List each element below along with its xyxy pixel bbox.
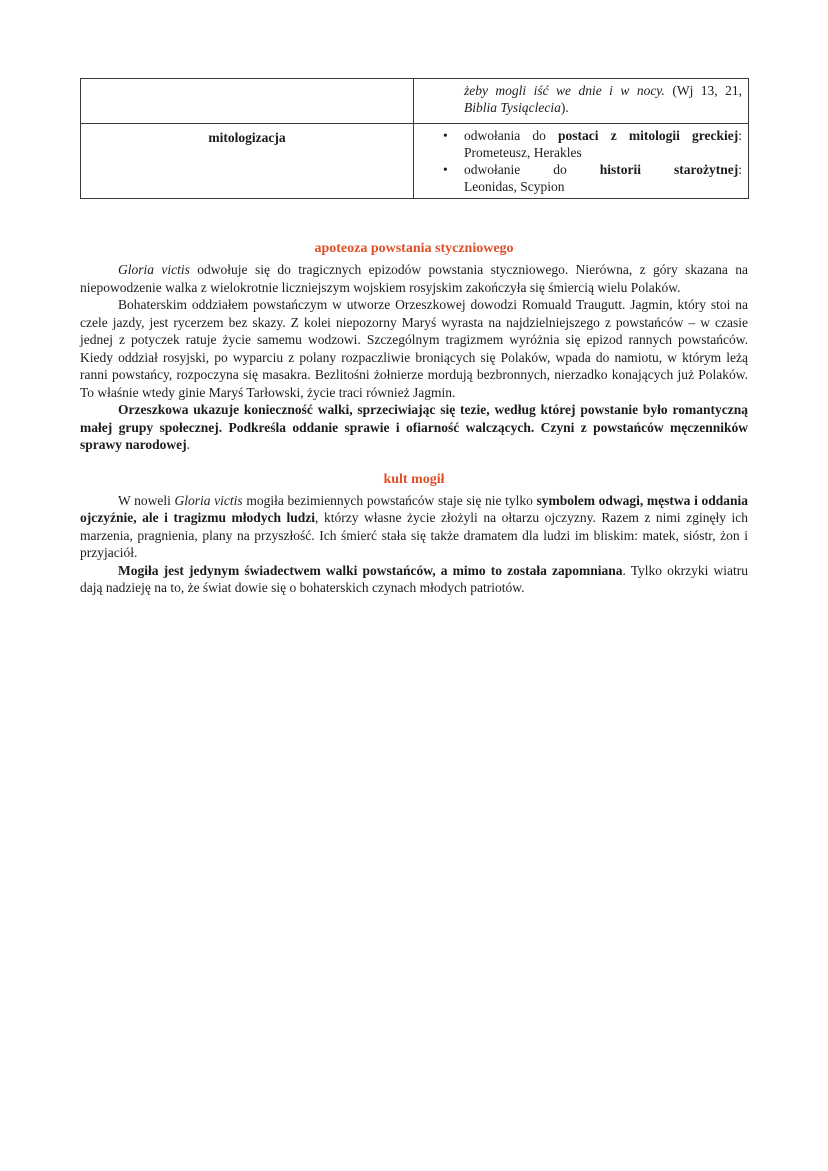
table-row [81,124,749,199]
text-run: Biblia Tysiąclecia [464,100,561,115]
text-run: Mogiła jest jedynym świadectwem walki powstańców, a mimo to została zapomniana [118,562,623,578]
text-run: historii starożytnej [599,162,739,177]
text-run: Gloria victis [118,262,190,277]
text-run: mogiła bezimiennych powstańców staje się nie tylko [242,492,537,508]
text-run: odwołania do [464,128,559,143]
table-content-cell-bullets [414,124,749,199]
quote-line [414,99,742,116]
text-run: symbolem odwagi, męstwa i oddania ojczyźnie, ale i tragizmu młodych ludzi [80,492,748,525]
text-run: Bohaterskim oddziałem powstańczym w utworze Orzeszkowej dowodzi Romuald Traugutt. Jagmin, który stoi na czele jazdy, jest rycerzem bez skazy. Z kolei niepozorny Maryś wyrasta na najdzielniejszego z powstańców – w czasie jednej z potyczek ratuje życie samemu wodzowi. Szczególnym tragizmem wyróżnia się epizod rannych powstańców. Kiedy oddział rosyjski, po wyparciu z polany rozpaczliwie broniących się Polaków, wpada do namiotu, w którym leżą ranni powstańcy, rozpoczyna się masakra. Bezlitośni żołnierze mordują bezbronnych, nierzadko konających już Polaków. To właśnie wtedy ginie Maryś Tarłowski, życie traci również Jagmin. [80,297,748,400]
paragraph-mogila-swiadectwo [80,562,748,597]
table-term-cell: mitologizacja [81,124,414,199]
text-run: żeby mogli iść we dnie i w nocy. [464,83,665,98]
bullet-line [414,127,742,144]
text-run: Orzeszkowa ukazuje konieczność walki, sprzeciwiając się tezie, według której powstanie było romantyczną małej grupy społecznej. Podkreśla oddanie sprawie i ofiarność walczących. Czyni z powstańców męczenników sprawy narodowej [80,402,748,452]
text-run: , którzy własne życie złożyli na ołtarzu ojczyzny. Razem z nimi zginęły ich marzenia, pragnienia, plany na przyszłość. Ich śmierć stała się także dramatem dla ludzi im bliskim: matek, sióstr, żon i przyjaciół. [80,510,748,560]
paragraph-oddzial [80,296,748,401]
table-content-cell-quote [414,79,749,124]
table-row [81,79,749,124]
text-run: : [738,128,742,143]
table-term-cell-empty [81,79,414,124]
section-heading-apoteoza: apoteoza powstania styczniowego [314,241,514,256]
text-run: (Wj 13, 21, [664,83,742,98]
bullet-item [414,127,742,161]
bullet-line: Leonidas, Scypion [464,179,565,194]
paragraph-gloria-intro [80,261,748,296]
reference-table [80,78,749,199]
bullet-icon: • [443,162,448,177]
text-run: postaci z mitologii greckiej [558,128,739,143]
text-run: : [738,162,742,177]
text-run: W noweli [118,492,175,508]
bullet-item [414,161,742,195]
text-run: . Tylko okrzyki wiatru dają nadzieję na to, że świat dowie się o bohaterskich czynach młodych patriotów. [80,562,748,595]
text-run: odwołanie do [464,162,600,177]
text-run: . [186,437,191,452]
paragraph-mogila-symbol [80,492,748,562]
bullet-icon: • [443,128,448,143]
text-run: odwołuje się do tragicznych epizodów powstania styczniowego. Nierówna, z góry skazana na niepowodzenie walka z wielokrotnie liczniejszym wojskiem rosyjskim zakończyła się śmiercią wielu Polaków. [80,262,749,295]
paragraph-orzeszkowa-teza [80,401,748,454]
bullet-line [414,161,742,178]
bullet-line: Prometeusz, Herakles [464,145,582,160]
text-run: Gloria victis [174,492,243,508]
quote-line [414,82,742,99]
text-run: ). [560,100,569,115]
section-heading-kult-mogil: kult mogił [383,471,445,487]
